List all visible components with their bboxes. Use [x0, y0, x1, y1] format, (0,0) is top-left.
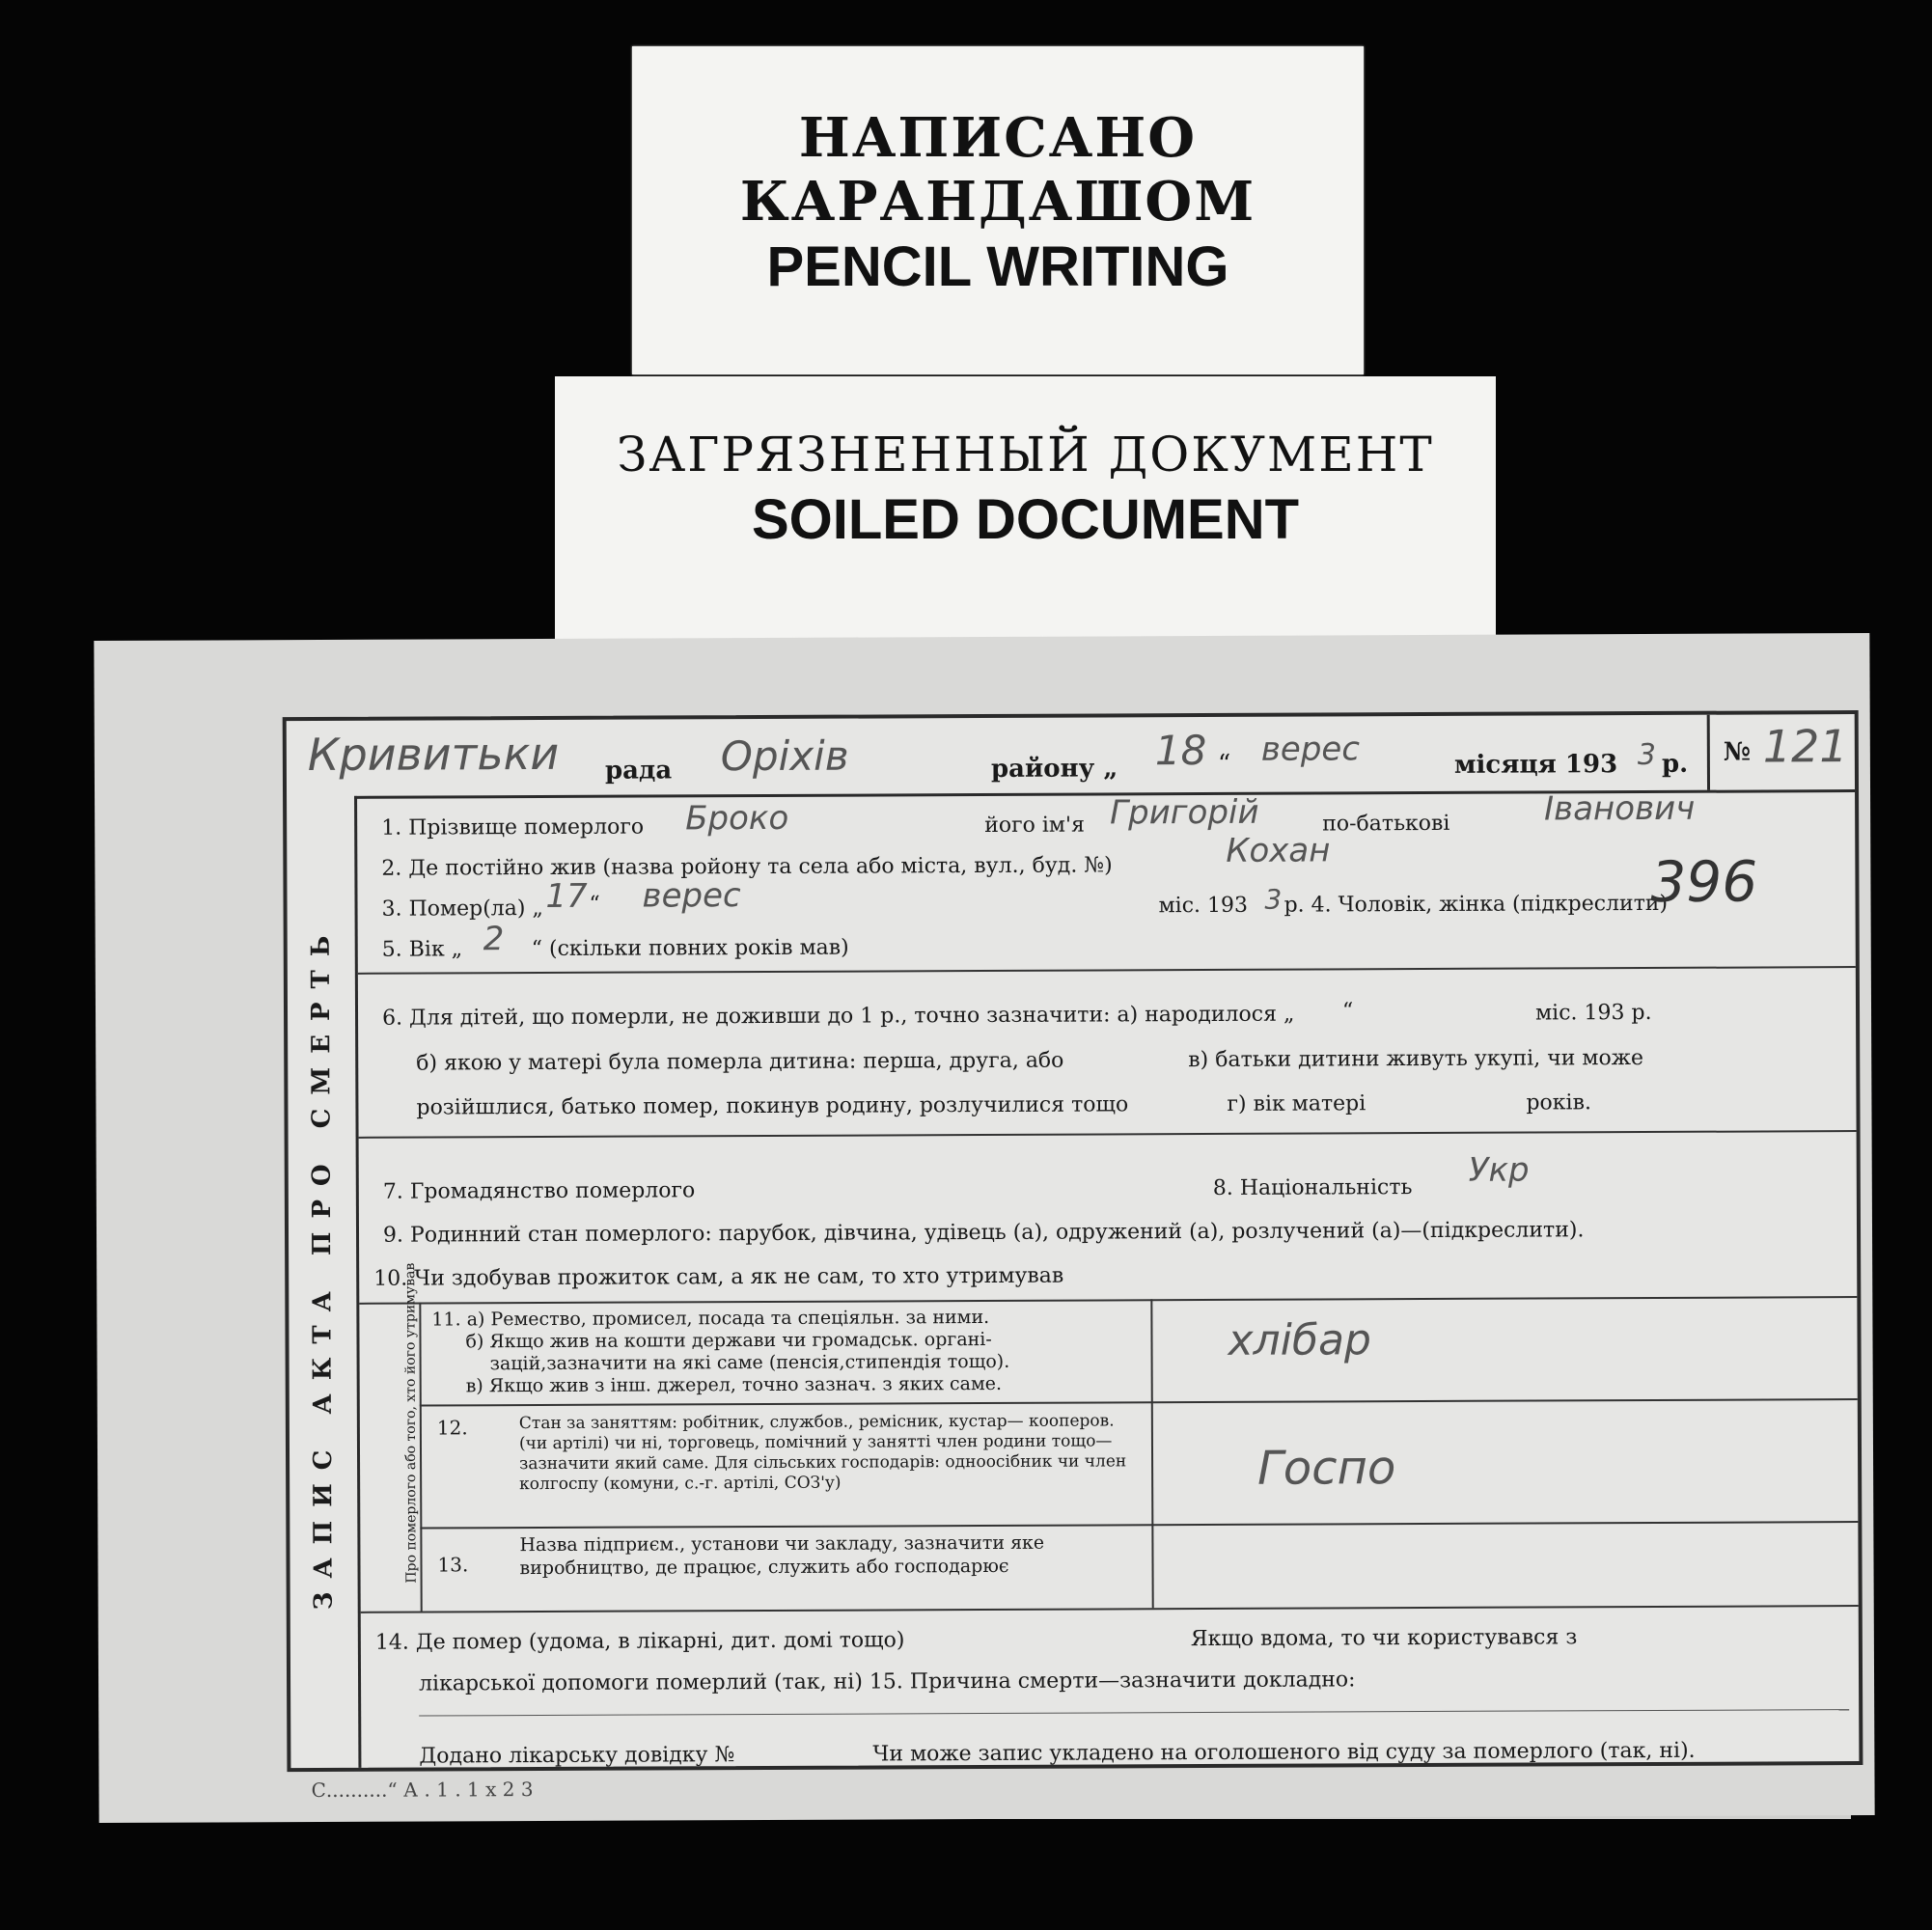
line-11-b: б) Якщо жив на кошти держави чи громадськ. органі-	[465, 1328, 992, 1353]
hw-district: Оріхів	[720, 731, 849, 781]
line-1-patronymic-label: по-батькові	[1322, 811, 1450, 837]
line-6-month: міс. 193 р.	[1534, 1000, 1652, 1026]
line-6-quote: “	[1341, 999, 1354, 1024]
hw-name: Григорій	[1110, 792, 1259, 833]
line-10-support: 10. Чи здобував прожиток сам, а як не сам, то хто утримував	[373, 1263, 1064, 1291]
pencil-label-en: PENCIL WRITING	[766, 235, 1229, 298]
table-vline	[419, 1303, 422, 1612]
divider	[358, 966, 1856, 975]
hw-month: верес	[1260, 730, 1361, 769]
divider	[359, 1130, 1857, 1139]
table-vline	[1150, 1299, 1153, 1608]
line-12-no: 12.	[436, 1416, 468, 1440]
about-deceased-note: Про померлого або того, хто його утримував	[402, 1262, 420, 1584]
footer-code: С..........“ А . 1 . 1 х 2 3	[311, 1778, 534, 1803]
line-6-d: розійшлися, батько помер, покинув родину, розлучилися тощо	[416, 1092, 1129, 1120]
line-15-cause: лікарської допомоги померлий (так, ні) 15. Причина смерти—зазначити докладно:	[419, 1668, 1356, 1696]
line-12-text: Стан за заняттям: робітник, службов., ремісник, кустар— кооперов. (чи артілі) чи ні, торговець, помічний у занятті член родини тощо—зазначити який саме. Для сільських господарів: одноосібник чи член колгоспу (комуни, с.-г. артілі, СОЗ'у)	[518, 1411, 1127, 1495]
hw-record-no: 121	[1762, 720, 1848, 773]
hw-surname: Броко	[685, 798, 789, 839]
line-6-a: 6. Для дітей, що померли, не доживши до 1 р., точно зазначити: а) народилося „	[381, 1002, 1295, 1031]
line-3-death-label: 3. Помер(ла) „	[381, 896, 543, 922]
line-13-no: 13.	[437, 1553, 469, 1577]
line-8-nationality: 8. Національність	[1212, 1175, 1413, 1200]
line-1-surname-label: 1. Прізвище померлого	[381, 814, 645, 841]
side-title-text: ЗАПИС АКТА ПРО СМЕРТЬ	[306, 922, 339, 1611]
line-16-a: Додано лікарську довідку №	[419, 1743, 735, 1769]
pencil-writing-label	[632, 46, 1364, 374]
month-label: місяця 193	[1453, 750, 1618, 780]
hw-death-month: верес	[642, 876, 741, 916]
line-14-b: Якщо вдома, то чи користувався з	[1190, 1625, 1578, 1652]
line-11-d: в) Якщо жив з інш. джерел, точно зазнач. з яких саме.	[465, 1372, 1003, 1397]
hw-side-number: 396	[1650, 848, 1758, 915]
hw-residence: Кохан	[1226, 831, 1331, 870]
year-suffix: р.	[1661, 749, 1689, 779]
line-3-sex: р. 4. Чоловік, жінка (підкреслити)	[1283, 891, 1669, 918]
line-14-a: 14. Де помер (удома, в лікарні, дит. домі тощо)	[374, 1628, 905, 1655]
line-6-b: б) якою у матері була померла дитина: перша, друга, або	[416, 1048, 1064, 1076]
line-1-name-label: його ім'я	[984, 813, 1085, 838]
hw-patronymic: Іванович	[1544, 788, 1696, 829]
death-record-sheet	[94, 633, 1874, 1823]
line-13-text: Назва підприєм., установи чи закладу, зазначити яке виробництво, де працює, служить або господарює	[519, 1531, 1045, 1580]
line-7-citizenship: 7. Громадянство померлого	[382, 1178, 696, 1204]
pencil-label-ru: НАПИСАНО КАРАНДАШОМ	[739, 106, 1256, 234]
hw-status: Госпо	[1256, 1441, 1396, 1496]
hw-council: Кривитьки	[307, 727, 560, 782]
line-5-age-note: “ (скільки повних років мав)	[531, 935, 849, 962]
line-5-age-label: 5. Вік „	[381, 937, 463, 962]
line-2-residence: 2. Де постійно жив (назва ройону та села або міста, вул., буд. №)	[381, 853, 1113, 881]
hw-age: 2	[483, 920, 505, 959]
record-number-box	[1707, 714, 1855, 790]
hw-occupation: хлібар	[1228, 1315, 1372, 1365]
rada-label: рада	[604, 756, 673, 786]
soiled-label-en: SOILED DOCUMENT	[751, 488, 1300, 551]
hw-death-day: 17	[545, 876, 588, 916]
line-6-e: г) вік матері	[1227, 1091, 1366, 1117]
form-frame	[283, 710, 1863, 1772]
line-6-f: років.	[1526, 1090, 1591, 1116]
number-label: №	[1723, 737, 1752, 767]
line-6-c: в) батьки дитини живуть укупі, чи може	[1188, 1046, 1644, 1073]
soiled-label-ru: ЗАГРЯЗНЕННЫЙ ДОКУМЕНТ	[617, 427, 1434, 482]
line-11-a: 11. а) Ремество, промисел, посада та спеціяльн. за ними.	[431, 1306, 990, 1331]
hw-year-digit: 3	[1637, 737, 1657, 773]
line-11-c: зацій,зазначити на які саме (пенсія,стипендія тощо).	[489, 1350, 1010, 1375]
line-3-quote: “	[589, 892, 600, 917]
line-9-marital: 9. Родинний стан померлого: парубок, дівчина, удівець (а), одружений (а), розлучений (а)—(підкреслити).	[382, 1218, 1585, 1248]
divider	[420, 1521, 1858, 1530]
hw-day: 18	[1154, 726, 1207, 775]
line-3-month: міс. 193	[1158, 893, 1249, 919]
hw-nationality: Укр	[1468, 1150, 1530, 1190]
side-title	[291, 866, 353, 1667]
divider	[359, 1296, 1857, 1305]
header-quote: “	[1217, 749, 1231, 779]
form-body	[354, 789, 1859, 1768]
line-16-b: Чи може запис укладено на оголошеного від суду за померлого (так, ні).	[872, 1738, 1696, 1767]
raion-label: району „	[990, 754, 1118, 784]
hw-death-year: 3	[1264, 883, 1283, 916]
divider	[420, 1398, 1858, 1407]
blank-line	[419, 1709, 1849, 1716]
divider	[361, 1605, 1859, 1613]
soiled-document-label	[555, 376, 1496, 642]
